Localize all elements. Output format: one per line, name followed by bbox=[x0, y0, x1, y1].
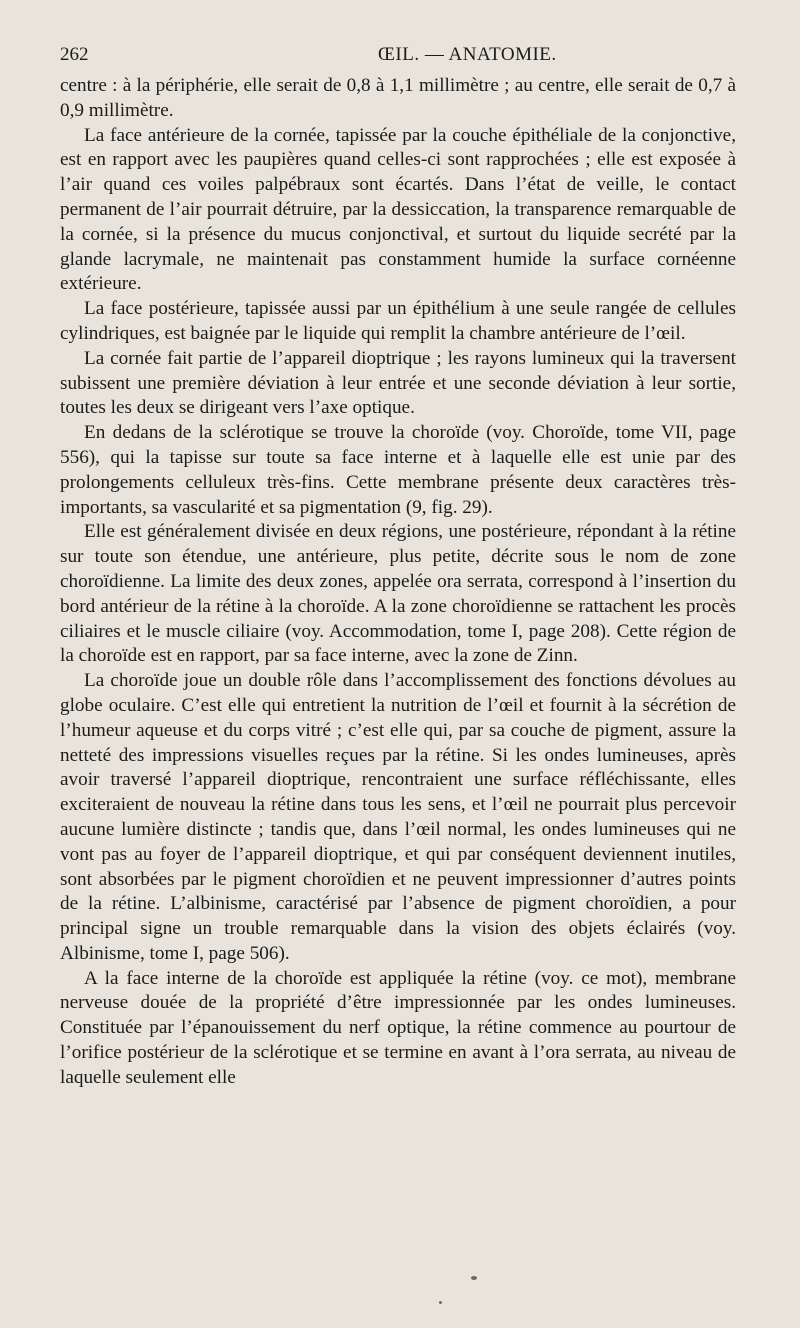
page-header bbox=[60, 44, 736, 68]
body-text bbox=[60, 74, 736, 1091]
paragraph-retina: A la face interne de la choroïde est appliquée la rétine (voy. ce mot), membrane nerveuse douée de la propriété d’être impressionnée par les ondes lumineuses. Constituée par l’épanouissement du nerf optique, la rétine commence au pourtour de l’orifice postérieur de la sclérotique et se termine en avant à l’ora serrata, au niveau de laquelle seulement elle bbox=[60, 967, 736, 1088]
paragraph-choroid-intro: En dedans de la sclérotique se trouve la choroïde (voy. Choroïde, tome VII, page 556), qui la tapisse sur toute sa face interne et à laquelle elle est unie par des prolongements celluleux très-fins. Cette membrane présente deux caractères très-importants, sa vascularité et sa pigmentation (9, fig. 29). bbox=[60, 422, 736, 518]
paragraph-choroid-role: La choroïde joue un double rôle dans l’accomplissement des fonctions dévolues au globe oculaire. C’est elle qui entretient la nutrition de l’œil et fournit à la sécrétion de l’humeur aqueuse et du corps vitré ; c’est elle qui, par sa couche de pigment, assure la netteté des impressions visuelles reçues par la rétine. Si les ondes lumineuses, après avoir traversé l’appareil dioptrique, rencontraient une surface réfléchissante, elles exciteraient de nouveau la rétine dans tous les sens, et l’œil ne pourrait plus percevoir aucune lumière distincte ; tandis que, dans l’œil normal, les ondes lumineuses qui ne vont pas au foyer de l’appareil dioptrique, et qui par conséquent deviennent inutiles, sont absorbées par le pigment choroïdien et ne peuvent impressionner d’autres points de la rétine. L’albinisme, caractérisé par l’absence de pigment choroïdien, a pour principal signe un trouble remarquable dans la vision des objets éclairés (voy. Albinisme, tome I, page 506). bbox=[60, 670, 736, 964]
print-speck bbox=[439, 1301, 442, 1304]
paragraph-cornea-posterior-face: La face postérieure, tapissée aussi par un épithélium à une seule rangée de cellules cylindriques, est baignée par le liquide qui remplit la chambre antérieure de l’œil. bbox=[60, 298, 736, 344]
running-title: ŒIL. — ANATOMIE. bbox=[378, 44, 557, 65]
paragraph-cornea-anterior-face: La face antérieure de la cornée, tapissée par la couche épithéliale de la conjonctive, est en rapport avec les paupières quand celles-ci sont rapprochées ; elle est exposée à l’air quand ces voiles palpébraux sont écartés. Dans l’état de veille, le contact permanent de l’air pourrait détruire, par la dessiccation, la transparence remarquable de la cornée, si la présence du mucus conjonctival, et surtout du liquide secrété par la glande lacrymale, ne maintenait pas constamment humide la surface cornéenne extérieure. bbox=[60, 124, 736, 295]
print-speck bbox=[471, 1276, 477, 1280]
paragraph-choroid-regions: Elle est généralement divisée en deux régions, une postérieure, répondant à la rétine sur toute son étendue, une antérieure, plus petite, décrite sous le nom de zone choroïdienne. La limite des deux zones, appelée ora serrata, correspond à l’insertion du bord antérieur de la rétine à la choroïde. A la zone choroïdienne se rattachent les procès ciliaires et le muscle ciliaire (voy. Accommodation, tome I, page 208). Cette région de la choroïde est en rapport, par sa face interne, avec la zone de Zinn. bbox=[60, 521, 736, 667]
paragraph-continuation: centre : à la périphérie, elle serait de 0,8 à 1,1 millimètre ; au centre, elle serait de 0,7 à 0,9 millimètre. bbox=[60, 75, 736, 121]
page-number: 262 bbox=[60, 44, 89, 65]
paragraph-dioptric-apparatus: La cornée fait partie de l’appareil dioptrique ; les rayons lumineux qui la traversent subissent une première déviation à leur entrée et une seconde déviation à leur sortie, toutes les deux se dirigeant vers l’axe optique. bbox=[60, 347, 736, 419]
